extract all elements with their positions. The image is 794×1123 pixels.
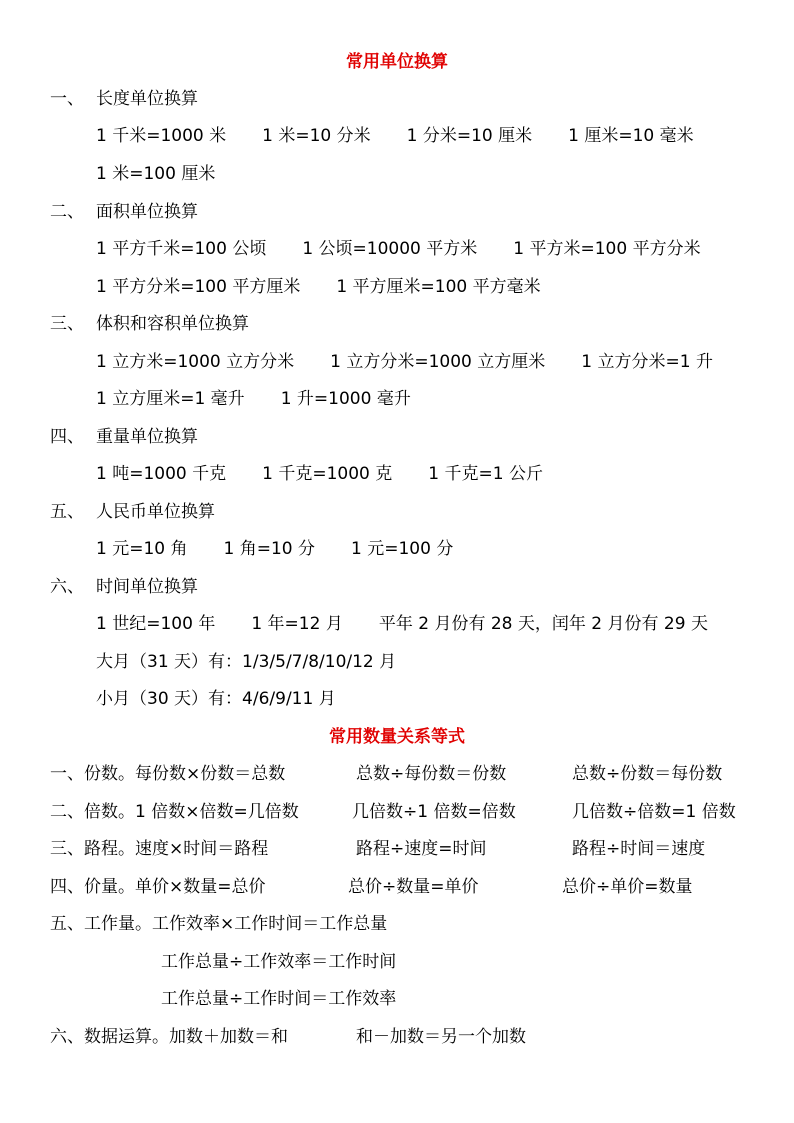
volume-line-2 — [96, 388, 411, 410]
conversion-item: 1 吨=1000 千克 — [96, 464, 227, 484]
currency-number: 五、 — [50, 502, 84, 522]
weight-title: 重量单位换算 — [96, 427, 198, 447]
relation-row-3-mid: 路程÷速度=时间 — [356, 839, 487, 859]
relation-row-8-mid: 和－加数＝另一个加数 — [356, 1027, 526, 1047]
area-title: 面积单位换算 — [96, 202, 198, 222]
conversion-item: 1 分米=10 厘米 — [406, 126, 533, 146]
conversion-item: 1 平方千米=100 公顷 — [96, 239, 267, 259]
length-line-1 — [96, 125, 694, 147]
relation-row-6-indent: 工作总量÷工作效率＝工作时间 — [161, 952, 397, 972]
time-line-3 — [96, 688, 336, 710]
relation-row-2-right: 几倍数÷倍数=1 倍数 — [572, 802, 736, 822]
conversion-item: 1 元=100 分 — [351, 539, 454, 559]
currency-heading — [50, 501, 215, 523]
conversion-item: 1 立方分米=1000 立方厘米 — [330, 352, 546, 372]
conversion-item: 1 厘米=10 毫米 — [568, 126, 694, 146]
conversion-item: 1 立方厘米=1 毫升 — [96, 389, 245, 409]
area-line-1 — [96, 238, 701, 260]
currency-title: 人民币单位换算 — [96, 502, 215, 522]
relation-row-2-lead: 二、倍数。1 倍数×倍数=几倍数 — [50, 802, 299, 822]
conversion-item: 1 角=10 分 — [223, 539, 315, 559]
conversion-item: 大月（31 天）有：1/3/5/7/8/10/12 月 — [96, 652, 397, 672]
weight-number: 四、 — [50, 427, 84, 447]
conversion-item: 1 世纪=100 年 — [96, 614, 216, 634]
conversion-item: 1 千克=1 公斤 — [428, 464, 543, 484]
conversion-item: 1 立方米=1000 立方分米 — [96, 352, 295, 372]
volume-number: 三、 — [50, 314, 84, 334]
conversion-item: 1 公顷=10000 平方米 — [302, 239, 478, 259]
conversion-item: 小月（30 天）有：4/6/9/11 月 — [96, 689, 336, 709]
time-line-2 — [96, 651, 396, 673]
conversion-item: 1 元=10 角 — [96, 539, 188, 559]
currency-line-1 — [96, 538, 453, 560]
volume-heading — [50, 313, 249, 335]
conversion-item: 1 千米=1000 米 — [96, 126, 227, 146]
length-heading — [50, 88, 198, 110]
length-title: 长度单位换算 — [96, 89, 198, 109]
conversion-item: 1 米=10 分米 — [262, 126, 371, 146]
length-line-2 — [96, 163, 215, 185]
conversion-item: 平年 2 月份有 28 天，闰年 2 月份有 29 天 — [378, 614, 708, 634]
relation-row-1-mid: 总数÷每份数＝份数 — [356, 764, 507, 784]
conversion-item: 1 千克=1000 克 — [262, 464, 393, 484]
conversion-item: 1 平方米=100 平方分米 — [513, 239, 701, 259]
volume-line-1 — [96, 351, 713, 373]
unit-conversion-title: 常用单位换算 — [346, 52, 448, 72]
relation-row-1-right: 总数÷份数＝每份数 — [572, 764, 723, 784]
relation-row-3-lead: 三、路程。速度×时间＝路程 — [50, 839, 269, 859]
length-number: 一、 — [50, 89, 84, 109]
area-heading — [50, 201, 198, 223]
time-line-1 — [96, 613, 708, 635]
relations-title: 常用数量关系等式 — [329, 727, 465, 747]
relation-row-5-lead: 五、工作量。工作效率×工作时间＝工作总量 — [50, 914, 388, 934]
conversion-item: 1 平方分米=100 平方厘米 — [96, 277, 301, 297]
conversion-item: 1 升=1000 毫升 — [280, 389, 411, 409]
relation-row-4-lead: 四、价量。单价×数量=总价 — [50, 877, 266, 897]
weight-line-1 — [96, 463, 543, 485]
relation-row-4-mid: 总价÷数量=单价 — [348, 877, 479, 897]
conversion-item: 1 平方厘米=100 平方毫米 — [336, 277, 541, 297]
time-title: 时间单位换算 — [96, 577, 198, 597]
time-heading — [50, 576, 198, 598]
relation-row-1-lead: 一、份数。每份数×份数＝总数 — [50, 764, 286, 784]
conversion-item: 1 立方分米=1 升 — [581, 352, 713, 372]
conversion-item: 1 米=100 厘米 — [96, 164, 216, 184]
area-line-2 — [96, 276, 541, 298]
relation-row-3-right: 路程÷时间＝速度 — [572, 839, 706, 859]
area-number: 二、 — [50, 202, 84, 222]
volume-title: 体积和容积单位换算 — [96, 314, 249, 334]
weight-heading — [50, 426, 198, 448]
relation-row-8-lead: 六、数据运算。加数＋加数＝和 — [50, 1027, 288, 1047]
conversion-item: 1 年=12 月 — [251, 614, 343, 634]
relation-row-7-indent: 工作总量÷工作时间＝工作效率 — [161, 989, 397, 1009]
relation-row-4-right: 总价÷单价=数量 — [562, 877, 693, 897]
relation-row-2-mid: 几倍数÷1 倍数=倍数 — [352, 802, 516, 822]
time-number: 六、 — [50, 577, 84, 597]
